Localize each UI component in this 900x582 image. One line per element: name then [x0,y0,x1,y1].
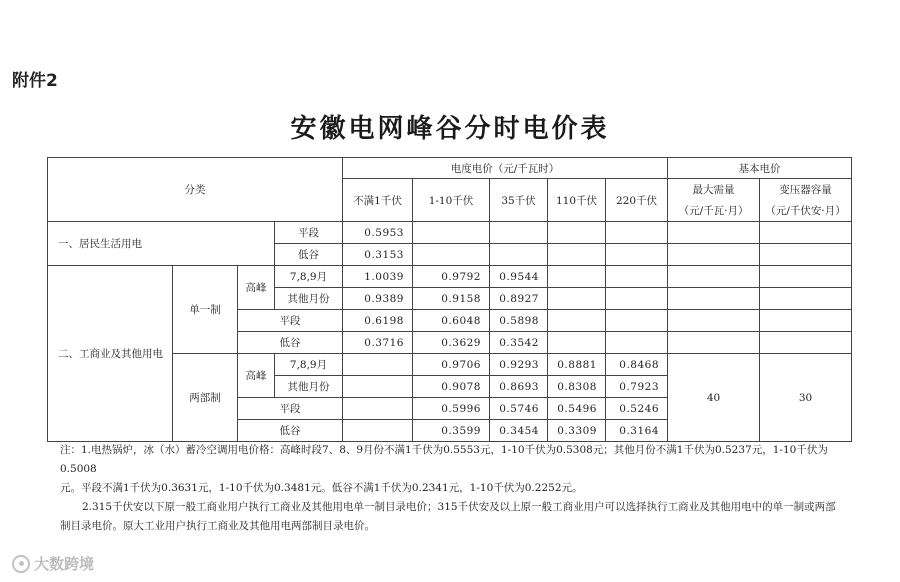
period-label: 低谷 [238,420,343,442]
price-cell: 0.8308 [548,376,606,398]
note-line: 2.315千伏安以下原一般工商业用户执行工商业及其他用电单一制目录电价；315千伏安及以上原一般工商业用户可以选择执行工商业及其他用电中的单一制或两部 [82,501,836,513]
price-cell: 0.8881 [548,354,606,376]
transformer-title: 变压器容量 [779,184,832,196]
residential-label: 一、居民生活用电 [48,222,275,266]
basic-price-cell [760,266,852,288]
period-label: 7,8,9月 [275,266,343,288]
price-cell [413,222,490,244]
note-line: 注：1.电热锅炉，冰（水）蓄冷空调用电价格：高峰时段7、8、9月份不满1千伏为0.5553元，1-10千伏为0.5308元；其他月份不满1千伏为0.5237元，1-10千伏为0.5008 [60,444,828,475]
energy-price-header: 电度电价（元/千瓦时） [343,158,668,179]
note-line: 元。平段不满1千伏为0.3631元，1-10千伏为0.3481元。低谷不满1千伏为0.2341元，1-10千伏为0.2252元。 [60,482,583,494]
price-cell: 0.9792 [413,266,490,288]
price-cell: 0.9389 [343,288,413,310]
voltage-header: 35千伏 [490,179,548,222]
table-row [48,266,852,288]
price-cell: 0.9293 [490,354,548,376]
voltage-header: 不满1千伏 [343,179,413,222]
price-cell: 0.3542 [490,332,548,354]
price-cell: 0.8693 [490,376,548,398]
price-cell [548,222,606,244]
price-cell [548,288,606,310]
note-line: 制目录电价。原大工业用户执行工商业及其他用电两部制目录电价。 [60,520,375,532]
price-cell [343,398,413,420]
dual-system-label: 两部制 [173,354,238,442]
price-cell [343,354,413,376]
price-cell: 0.5496 [548,398,606,420]
max-demand-unit: （元/千瓦·月） [678,205,749,217]
tariff-table [47,157,852,442]
watermark-text: 大数跨境 [34,555,95,573]
price-cell: 0.9544 [490,266,548,288]
watermark [12,553,94,574]
commercial-label: 二、工商业及其他用电 [48,266,173,442]
price-cell: 0.9706 [413,354,490,376]
voltage-header: 110千伏 [548,179,606,222]
single-system-label: 单一制 [173,266,238,354]
attachment-label: 附件2 [12,71,58,91]
basic-price-cell [760,288,852,310]
price-cell: 0.8468 [606,354,668,376]
category-header: 分类 [48,158,343,222]
basic-price-cell [668,266,760,288]
price-cell: 0.3309 [548,420,606,442]
basic-price-cell [760,310,852,332]
basic-price-cell [760,222,852,244]
notes [60,441,850,536]
price-cell: 0.5246 [606,398,668,420]
period-label: 平段 [275,222,343,244]
basic-price-cell [668,310,760,332]
basic-price-cell [668,332,760,354]
price-cell [606,222,668,244]
price-cell: 0.7923 [606,376,668,398]
period-label: 其他月份 [275,288,343,310]
transformer-value: 30 [760,354,852,442]
max-demand-header [668,179,760,222]
basic-price-cell [668,222,760,244]
period-label: 平段 [238,310,343,332]
period-label: 低谷 [275,244,343,266]
basic-price-cell [668,244,760,266]
page-title: 安徽电网峰谷分时电价表 [290,114,610,144]
peak-label: 高峰 [238,266,275,310]
price-cell: 0.3454 [490,420,548,442]
price-cell: 0.3716 [343,332,413,354]
price-cell: 0.3629 [413,332,490,354]
max-demand-title: 最大需量 [692,184,735,196]
price-cell: 0.6198 [343,310,413,332]
transformer-unit: （元/千伏安·月） [765,205,846,217]
price-cell: 0.9078 [413,376,490,398]
price-cell: 0.3599 [413,420,490,442]
period-label: 平段 [238,398,343,420]
price-cell: 0.8927 [490,288,548,310]
price-cell [606,244,668,266]
basic-price-cell [760,244,852,266]
price-cell [548,266,606,288]
max-demand-value: 40 [668,354,760,442]
price-cell [548,244,606,266]
period-label: 7,8,9月 [275,354,343,376]
price-cell: 0.5898 [490,310,548,332]
table-row [48,222,852,244]
basic-price-header: 基本电价 [668,158,852,179]
basic-price-cell [760,332,852,354]
price-cell [490,222,548,244]
basic-price-cell [668,288,760,310]
price-cell [343,420,413,442]
price-cell [490,244,548,266]
peak-label: 高峰 [238,354,275,398]
price-cell [343,376,413,398]
price-cell [606,288,668,310]
price-cell [606,266,668,288]
price-cell: 0.5953 [343,222,413,244]
price-cell [548,332,606,354]
watermark-logo-icon [12,555,30,573]
price-cell: 0.9158 [413,288,490,310]
price-cell: 0.5996 [413,398,490,420]
price-cell [606,332,668,354]
price-cell: 0.5746 [490,398,548,420]
voltage-header: 1-10千伏 [413,179,490,222]
price-cell: 0.6048 [413,310,490,332]
price-cell [413,244,490,266]
price-cell [606,310,668,332]
price-cell: 1.0039 [343,266,413,288]
price-cell: 0.3153 [343,244,413,266]
transformer-header [760,179,852,222]
period-label: 低谷 [238,332,343,354]
period-label: 其他月份 [275,376,343,398]
voltage-header: 220千伏 [606,179,668,222]
price-cell: 0.3164 [606,420,668,442]
price-cell [548,310,606,332]
